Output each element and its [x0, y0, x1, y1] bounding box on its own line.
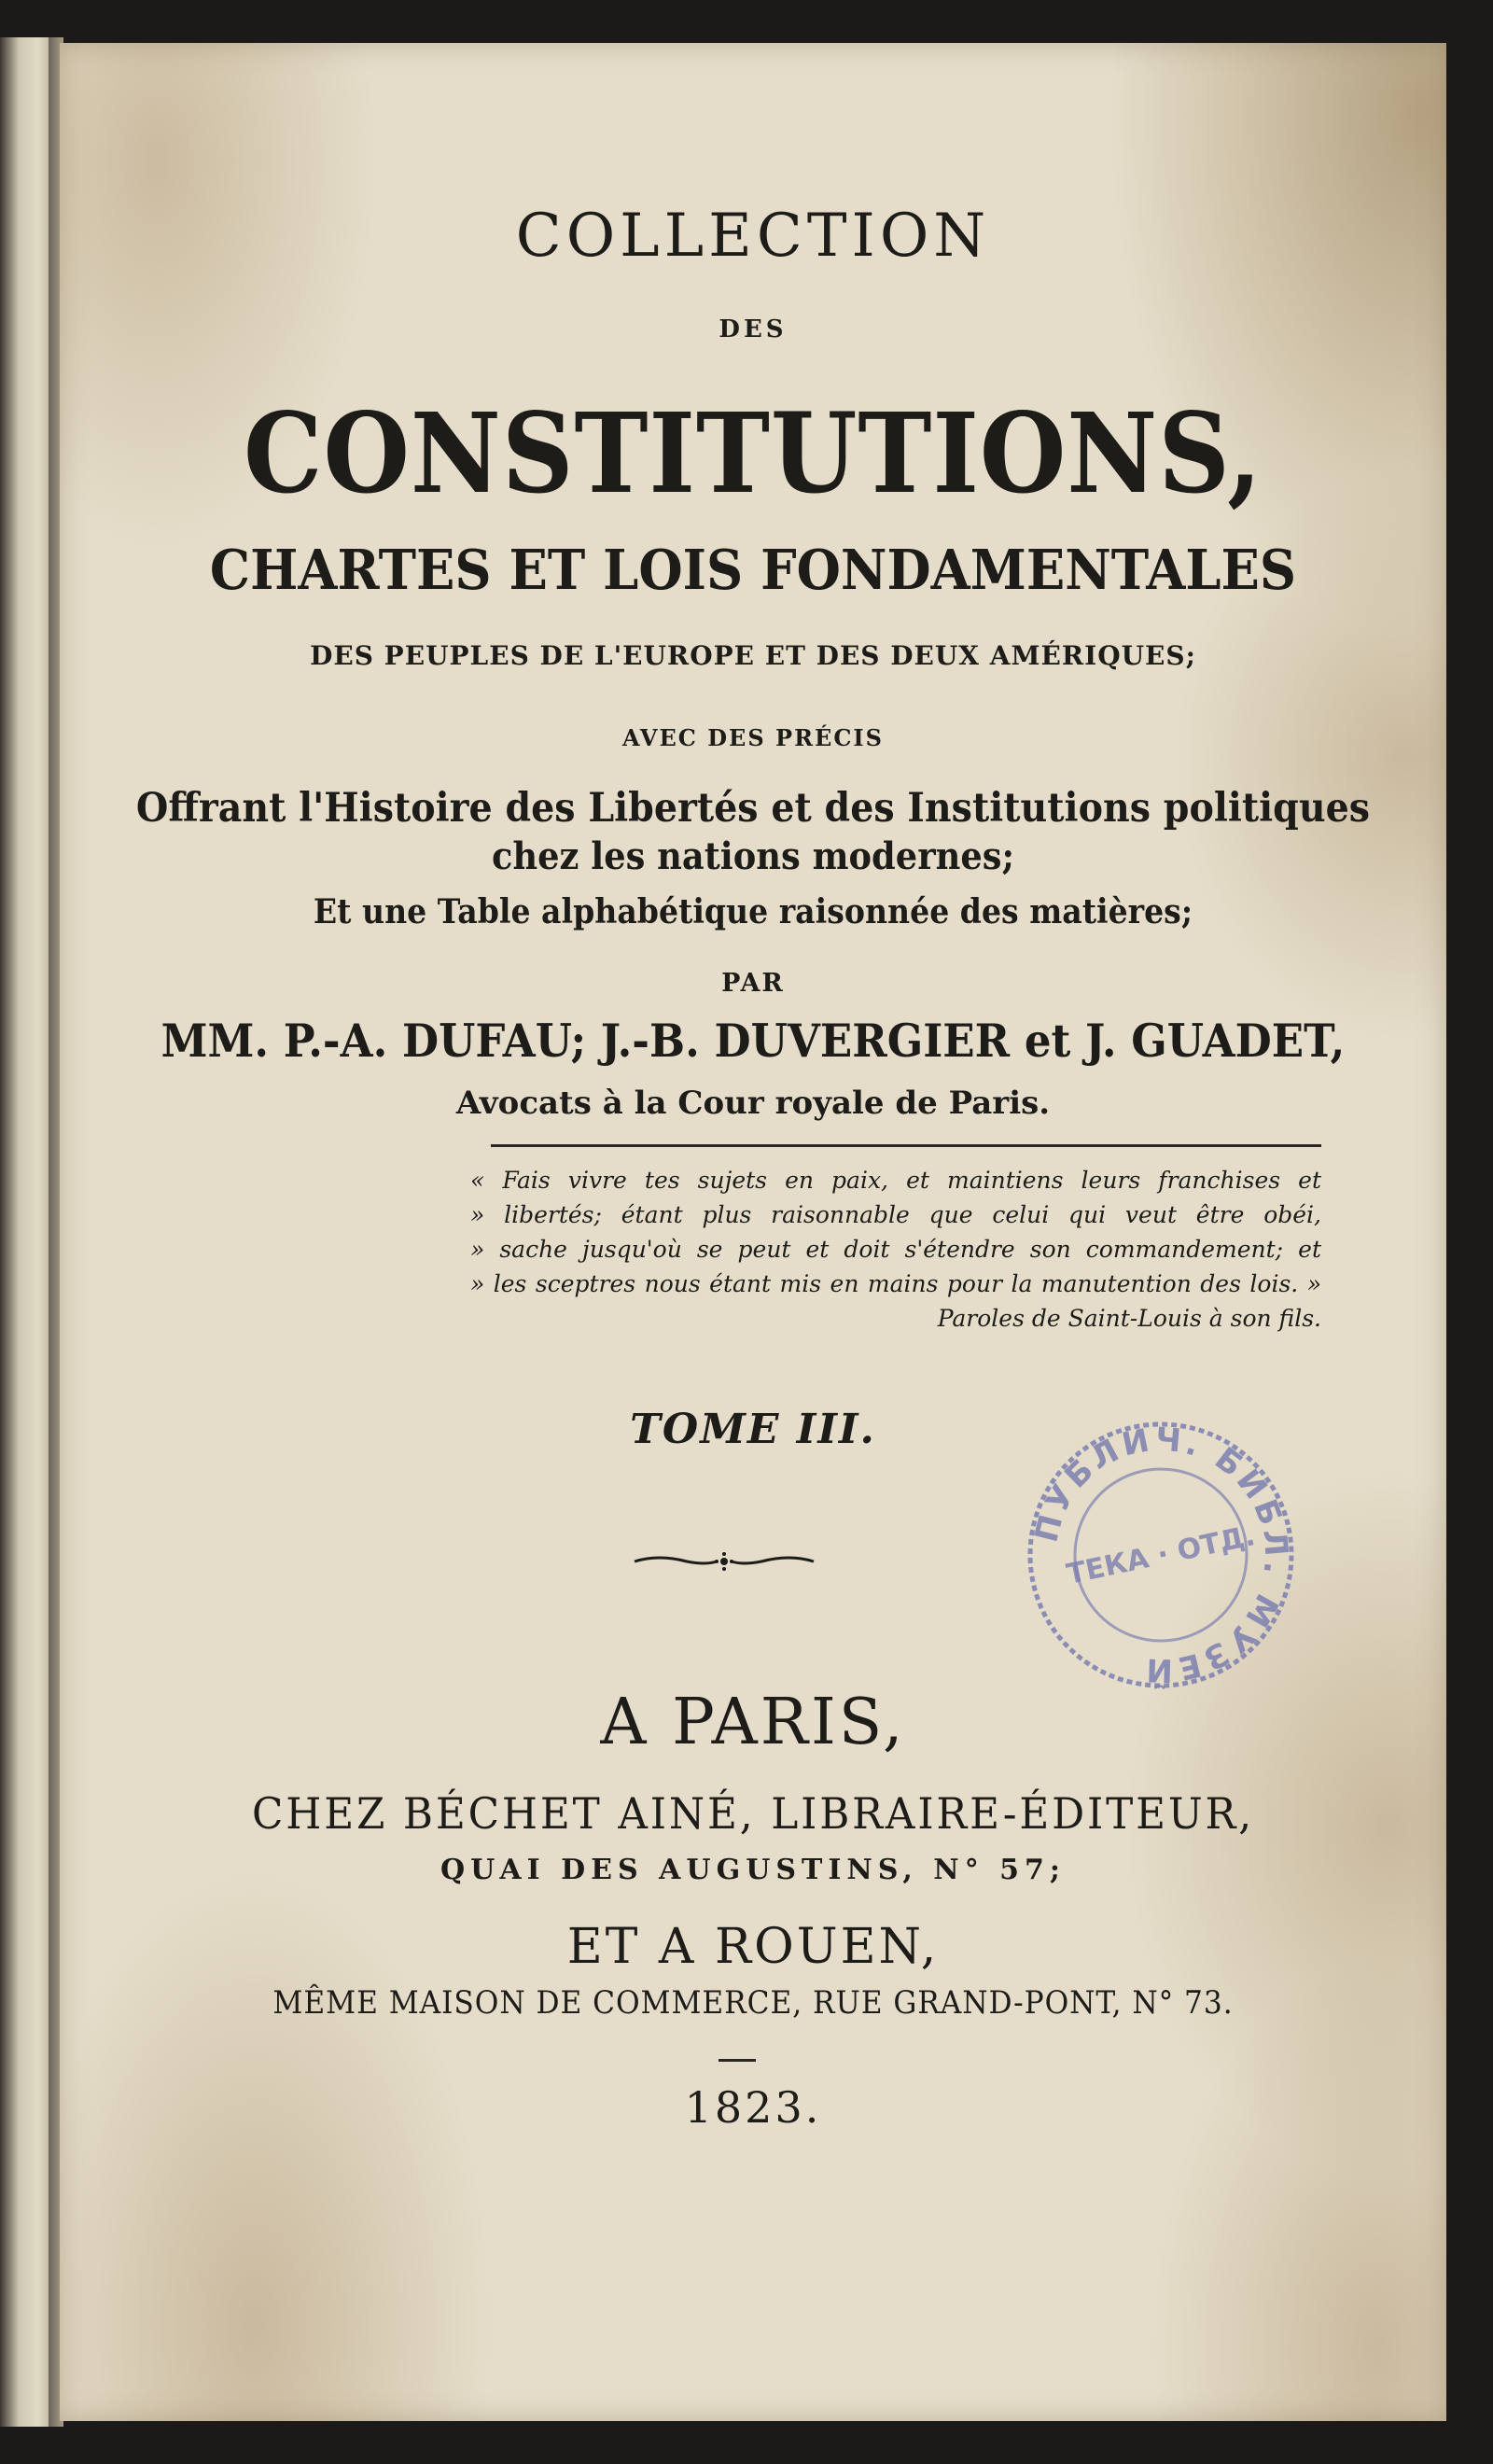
- title-constitutions: CONSTITUTIONS,: [244, 388, 1263, 518]
- imprint-address: QUAI DES AUGUSTINS, N° 57;: [440, 1854, 1066, 1886]
- subtitle-peuples: DES PEUPLES DE L'EUROPE ET DES DEUX AMÉRIQUES;: [310, 640, 1196, 671]
- subtitle-table: Et une Table alphabétique raisonnée des matières;: [313, 892, 1193, 931]
- stamp-inner-text: ТЕКА · ОТД.: [1064, 1519, 1259, 1591]
- epigraph-attribution: Paroles de Saint-Louis à son fils.: [937, 1305, 1321, 1332]
- subtitle-offrant: Offrant l'Histoire des Libertés et des Institutions politiques: [135, 785, 1371, 832]
- year-rule: [719, 2059, 756, 2062]
- imprint-city: A PARIS,: [600, 1686, 906, 1759]
- epigraph-line: » libertés; étant plus raisonnable que celui qui veut être obéi,: [470, 1201, 1321, 1228]
- adjacent-page-edge: [0, 37, 54, 2427]
- by-line-par: PAR: [721, 969, 785, 998]
- imprint-year: 1823.: [684, 2082, 822, 2133]
- title-des: DES: [719, 315, 788, 343]
- epigraph-rule: [491, 1144, 1321, 1147]
- epigraph-line: « Fais vivre tes sujets en paix, et maintiens leurs franchises et: [470, 1167, 1321, 1194]
- volume-number: TOME III.: [630, 1406, 876, 1453]
- authors: MM. P.-A. DUFAU; J.-B. DUVERGIER et J. GUADET,: [160, 1014, 1346, 1068]
- subtitle-avec: AVEC DES PRÉCIS: [622, 724, 884, 751]
- epigraph-line: » sache jusqu'où se peut et doit s'étendre son commandement; et: [470, 1236, 1321, 1263]
- imprint-publisher: CHEZ BÉCHET AINÉ, LIBRAIRE-ÉDITEUR,: [251, 1788, 1255, 1839]
- subtitle-chartes: CHARTES ET LOIS FONDAMENTALES: [209, 538, 1297, 602]
- title-collection: COLLECTION: [515, 202, 991, 271]
- title-page: [60, 43, 1446, 2421]
- stamp-outer-text: ПУБЛИЧ. БИБЛ. МУЗЕЙ: [1027, 1421, 1295, 1689]
- authors-profession: Avocats à la Cour royale de Paris.: [455, 1085, 1051, 1122]
- library-stamp: [995, 1389, 1327, 1721]
- epigraph-line: » les sceptres nous étant mis en mains pour la manutention des lois. »: [470, 1270, 1321, 1297]
- printer-ornament-icon: [631, 1550, 817, 1573]
- epigraph: [470, 1163, 1321, 1336]
- imprint-rouen-address: MÊME MAISON DE COMMERCE, RUE GRAND-PONT, N° 73.: [272, 1984, 1234, 2022]
- imprint-rouen: ET A ROUEN,: [566, 1919, 940, 1975]
- subtitle-chez-nations: chez les nations modernes;: [491, 834, 1015, 878]
